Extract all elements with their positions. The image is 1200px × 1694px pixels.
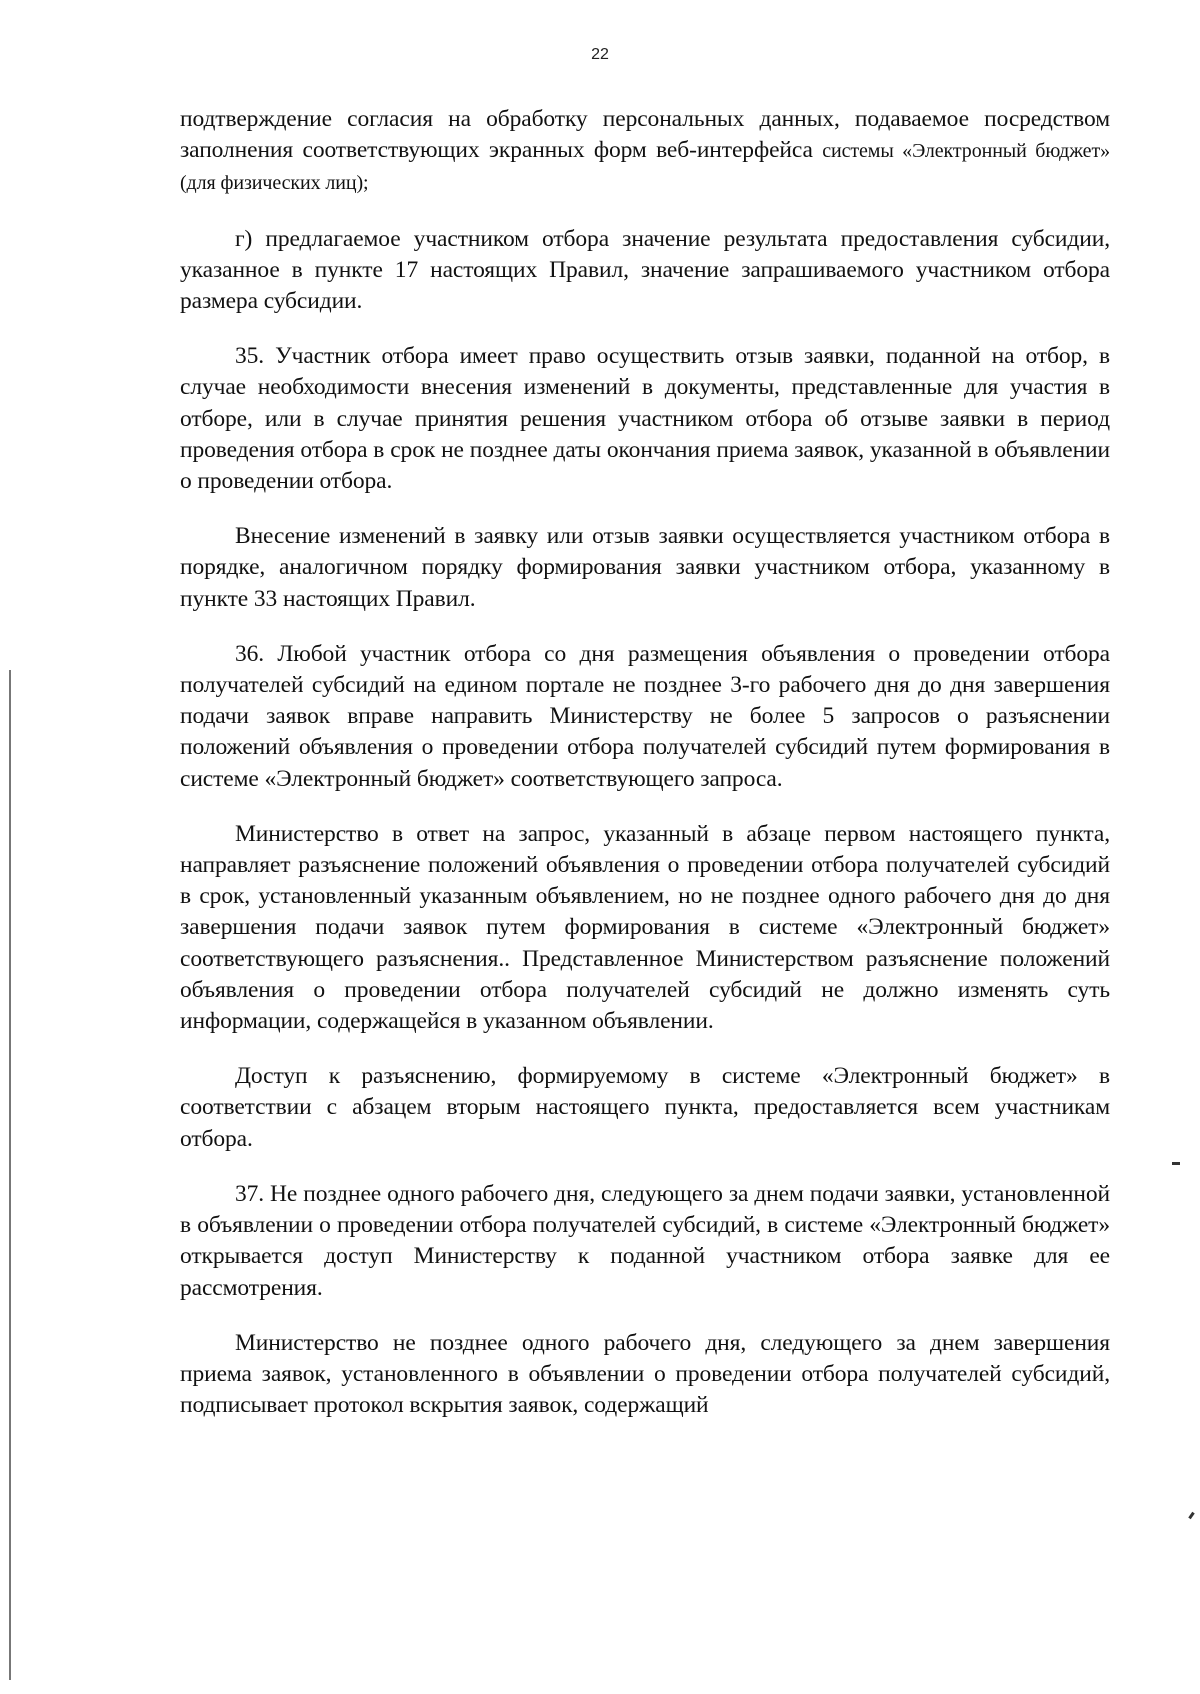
scan-mark <box>1172 1162 1180 1165</box>
paragraph-consent <box>180 104 1110 200</box>
paragraph-36-access: Доступ к разъяснению, формируемому в системе «Электронный бюджет» в соответствии с абзацем вторым настоящего пункта, предоставляется всем участникам отбора. <box>180 1063 1110 1152</box>
paragraph-35-amendments: Внесение изменений в заявку или отзыв заявки осуществляется участником отбора в порядке, аналогичном порядку формирования заявки участником отбора, указанному в пункте 33 настоящих Правил. <box>180 523 1110 612</box>
paragraph-36-response: Министерство в ответ на запрос, указанный в абзаце первом настоящего пункта, направляет разъяснение положений объявления о проведении отбора получателей субсидий в срок, установленный указанным объявлением, но не позднее одного рабочего дня до дня завершения подачи заявок путем формирования в системе «Электронный бюджет» соответствующего разъяснения.. Представленное Министерством разъяснение положений объявления о проведении отбора получателей субсидий не должно изменять суть информации, содержащейся в указанном объявлении. <box>180 820 1110 1035</box>
paragraph-item-g: г) предлагаемое участником отбора значение результата предоставления субсидии, указанное в пункте 17 настоящих Правил, значение запрашиваемого участником отбора размера субсидии. <box>180 225 1110 315</box>
paragraph-37: 37. Не позднее одного рабочего дня, следующего за днем подачи заявки, установленной в объявлении о проведении отбора получателей субсидий, в системе «Электронный бюджет» открывается доступ Министерству к поданной участником отбора заявке для ее рассмотрения. <box>180 1180 1110 1301</box>
scan-edge-line <box>9 670 11 1680</box>
scan-mark-corner <box>1188 1512 1194 1519</box>
paragraph-35: 35. Участник отбора имеет право осуществить отзыв заявки, поданной на отбор, в случае необходимости внесения изменений в документы, представленные для участия в отборе, или в случае принятия решения участником отбора об отзыве заявки в период проведения отбора в срок не позднее даты окончания приема заявок, указанной в объявлении о проведении отбора. <box>180 343 1110 495</box>
paragraph-consent-tail: системы «Электронный бюджет» (для физических лиц); <box>180 140 1110 195</box>
page-number: 22 <box>591 46 609 63</box>
paragraph-37-protocol: Министерство не позднее одного рабочего дня, следующего за днем завершения приема заявок, установленного в объявлении о проведении отбора получателей субсидий, подписывает протокол вскрытия заявок, содержащий <box>180 1329 1110 1419</box>
paragraph-36: 36. Любой участник отбора со дня размещения объявления о проведении отбора получателей субсидий на едином портале не позднее 3-го рабочего дня до дня завершения подачи заявок вправе направить Министерству не более 5 запросов о разъяснении положений объявления о проведении отбора получателей субсидий путем формирования в системе «Электронный бюджет» соответствующего запроса. <box>180 640 1110 792</box>
document-body <box>180 104 1110 1445</box>
paragraph-consent-text: подтверждение согласия на обработку персональных данных, подаваемое посредством заполнения соответствующих экранных форм веб-интерфейса <box>180 106 1110 164</box>
